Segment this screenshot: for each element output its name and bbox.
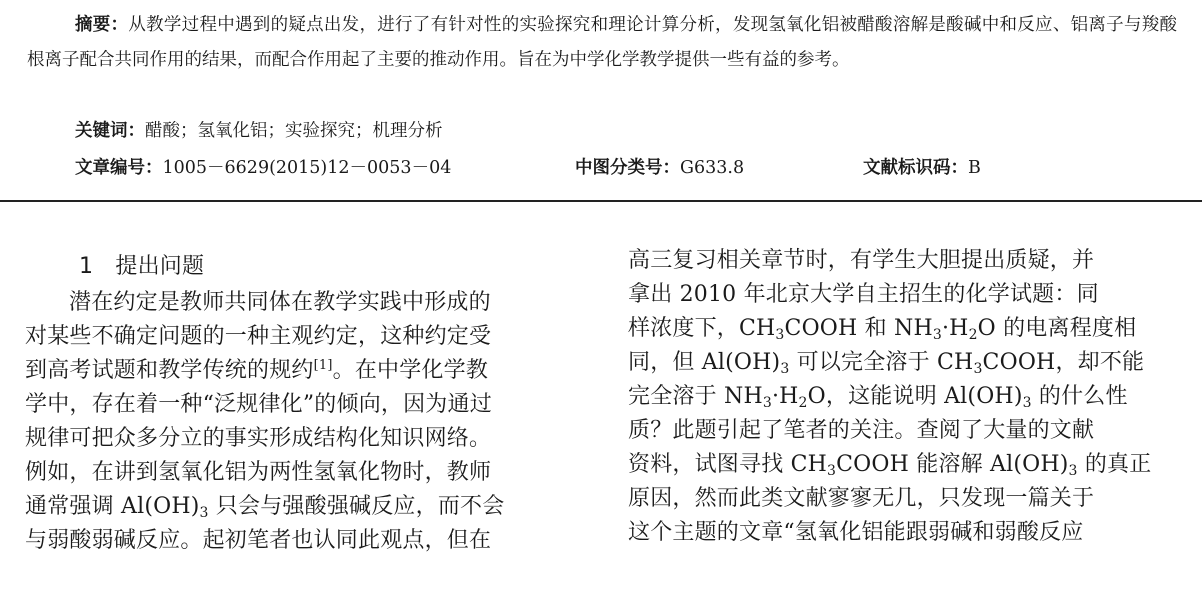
document-code [863, 153, 981, 183]
abstract-text: 从教学过程中遇到的疑点出发，进行了有针对性的实验探究和理论计算分析，发现氢氧化铝被醋酸溶解是酸碱中和反应、铝离子与羧酸根离子配合共同作用的结果，而配合作用起了主要的推动作用。旨在为中学化学教学提供一些有益的参考。 [27, 15, 1178, 70]
right-column [628, 244, 1183, 550]
text-line: 与弱酸弱碱反应。起初笔者也认同此观点，但在 [25, 528, 492, 553]
abstract-label: 摘要： [75, 15, 129, 35]
text-line: 到高考试题和教学传统的规约[1]。在中学化学教 [25, 358, 489, 383]
section-heading: 1 提出问题 [79, 254, 205, 279]
text-line: 规律可把众多分立的事实形成结构化知识网络。 [25, 426, 492, 451]
body-paragraph-right [628, 244, 1183, 550]
text-line: 拿出 2010 年北京大学自主招生的化学试题：同 [628, 282, 1099, 307]
body-paragraph-left [25, 286, 580, 558]
text-line: 资料，试图寻找 $CH_3COOH$ 能溶解 $Al(OH)_3$ 的真正 [628, 452, 1152, 479]
text-line: 学中，存在着一种“泛规律化”的倾向，因为通过 [25, 392, 492, 417]
text-line: 样浓度下，$CH_3COOH$ 和 $NH_3\cdot H_2O$ 的电离程度相 [628, 316, 1137, 343]
clc-number [575, 153, 744, 183]
text-line: 原因，然而此类文献寥寥无几，只发现一篇关于 [628, 486, 1095, 511]
text-line: 潜在约定是教师共同体在教学实践中形成的 [69, 290, 491, 315]
text-line: 这个主题的文章“氢氧化铝能跟弱碱和弱酸反应 [628, 520, 1084, 545]
article-number-label: 文章编号： [75, 158, 163, 178]
left-column [25, 240, 580, 558]
document-code-value: B [968, 158, 981, 178]
text-line: 通常强调 $Al(OH)_3$ 只会与强酸强碱反应，而不会 [25, 494, 505, 521]
text-line: 对某些不确定问题的一种主观约定，这种约定受 [25, 324, 492, 349]
abstract-box [0, 0, 1202, 202]
text-line: 例如，在讲到氢氧化铝为两性氢氧化物时，教师 [25, 460, 492, 485]
article-number-value: 1005－6629(2015)12－0053－04 [162, 158, 452, 178]
keywords-line [75, 116, 443, 146]
abstract-paragraph [27, 8, 1177, 78]
text-line: 高三复习相关章节时，有学生大胆提出质疑，并 [628, 248, 1095, 273]
text-line: 质？此题引起了笔者的关注。查阅了大量的文献 [628, 418, 1095, 443]
keywords-text: 醋酸；氢氧化铝；实验探究；机理分析 [145, 121, 443, 141]
text-line: 同，但 $Al(OH)_3$ 可以完全溶于 $CH_3COOH$，却不能 [628, 350, 1145, 377]
citation-ref[interactable]: [1] [313, 358, 333, 373]
clc-label: 中图分类号： [575, 158, 680, 178]
text-line: 完全溶于 $NH_3\cdot H_2O$，这能说明 $Al(OH)_3$ 的什么性 [628, 384, 1128, 411]
document-code-label: 文献标识码： [863, 158, 968, 178]
article-number [75, 153, 451, 183]
keywords-label: 关键词： [75, 121, 145, 141]
clc-value: G633.8 [680, 158, 745, 178]
